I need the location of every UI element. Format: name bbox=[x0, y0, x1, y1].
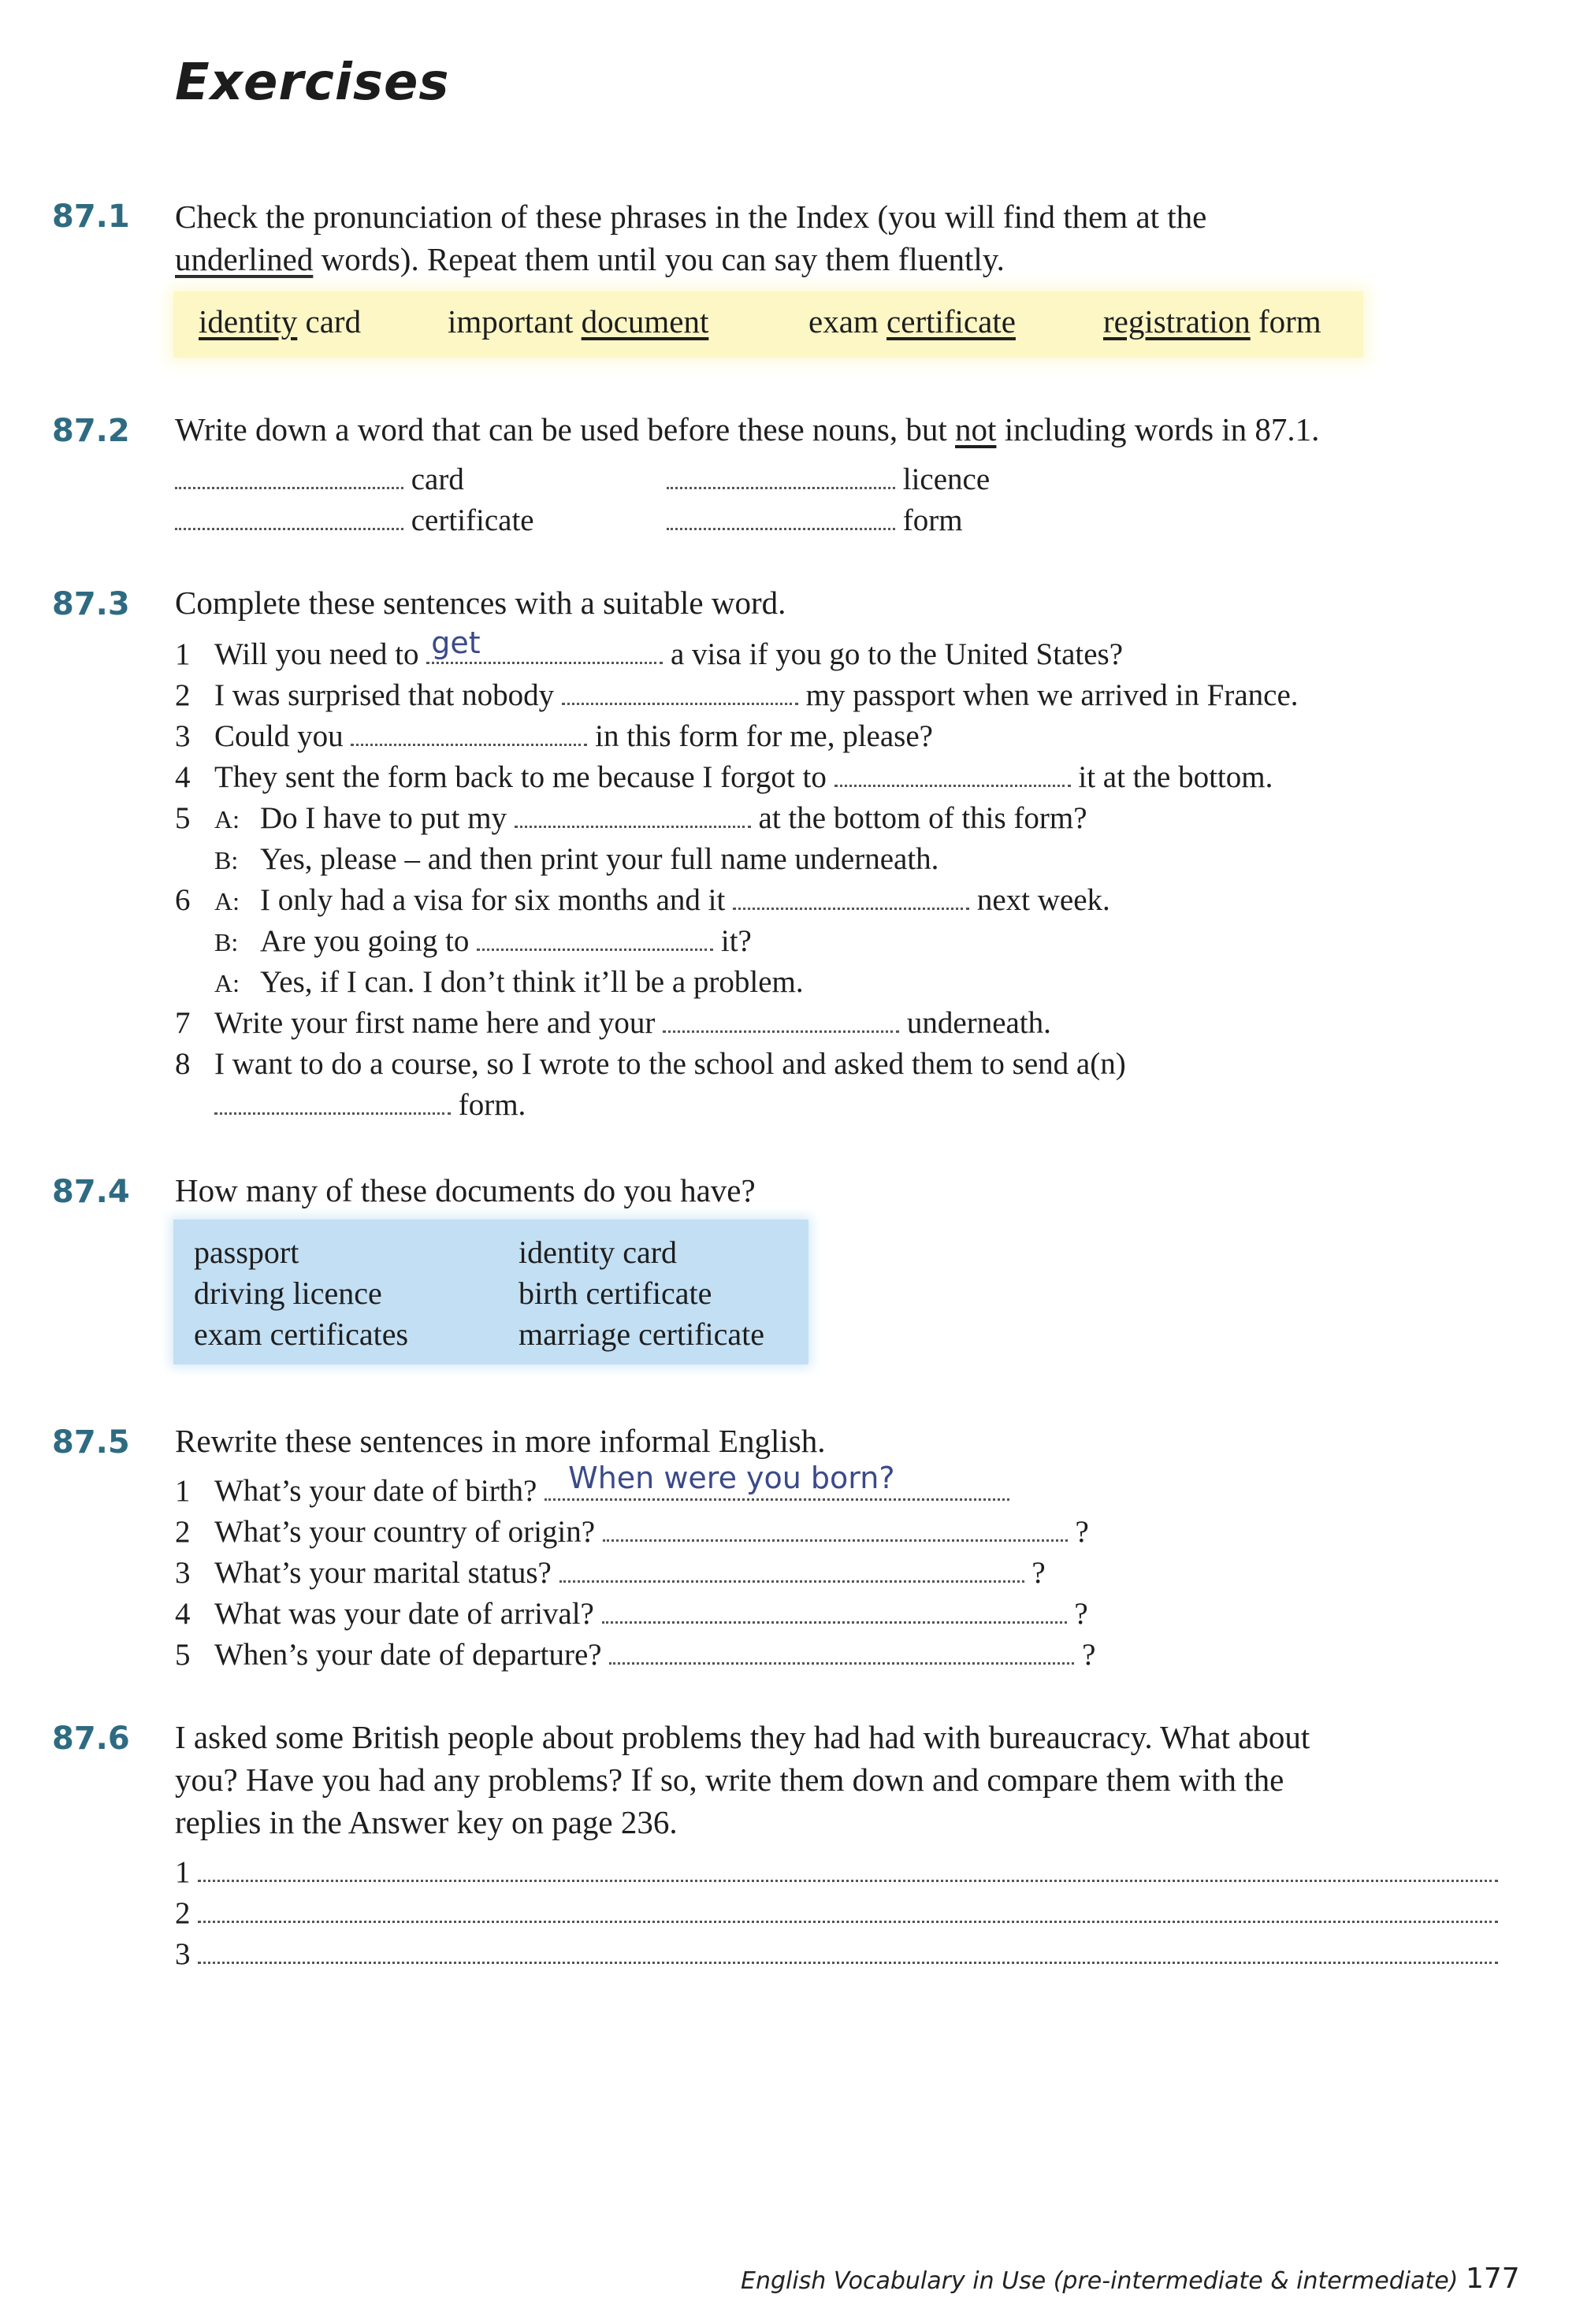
exercise-number: 87.4 bbox=[52, 1174, 130, 1210]
item-number: 5 bbox=[175, 1638, 191, 1672]
sentence bbox=[214, 1005, 1051, 1041]
speaker-label: A: bbox=[214, 805, 240, 833]
question-text: What’s your marital status? bbox=[214, 1556, 559, 1590]
instruction-line: Check the pronunciation of these phrases in the Index (you will find them at the bbox=[175, 199, 1207, 235]
speaker-label: B: bbox=[214, 846, 239, 874]
sentence-text: at the bottom of this form? bbox=[750, 801, 1087, 835]
instruction-line: I asked some British people about problems they had had with bureaucracy. What about bbox=[175, 1719, 1310, 1755]
sentence-text: Write your first name here and your bbox=[214, 1006, 663, 1040]
exercise-number: 87.2 bbox=[52, 413, 130, 449]
sentence-number: 3 bbox=[175, 719, 191, 753]
sentence-text: it? bbox=[713, 924, 752, 958]
sentence-number: 2 bbox=[175, 678, 191, 712]
blank-line bbox=[175, 462, 464, 497]
answer-blank[interactable] bbox=[426, 626, 663, 664]
sentence-number: 8 bbox=[175, 1047, 191, 1081]
answer-blank[interactable] bbox=[602, 1599, 1067, 1624]
answer-blank[interactable] bbox=[477, 926, 713, 951]
sentence-text: I only had a visa for six months and it bbox=[260, 883, 734, 917]
line-number: 2 bbox=[175, 1896, 191, 1930]
exercise-instruction: How many of these documents do you have? bbox=[175, 1172, 756, 1208]
document-item: driving licence bbox=[194, 1275, 382, 1311]
noun-label: form bbox=[902, 503, 963, 537]
phrase-underlined: registration bbox=[1103, 303, 1251, 340]
answer-blank[interactable] bbox=[214, 1090, 451, 1115]
sentence-number: 5 bbox=[175, 801, 191, 835]
book-title-footer: English Vocabulary in Use (pre-intermediate & intermediate) bbox=[741, 2267, 1459, 2295]
answer-blank[interactable] bbox=[198, 1858, 1498, 1882]
instruction-line: replies in the Answer key on page 236. bbox=[175, 1804, 678, 1840]
sentence-text: Could you bbox=[214, 719, 351, 753]
question-text: What’s your country of origin? bbox=[214, 1515, 603, 1549]
line-number: 3 bbox=[175, 1937, 191, 1971]
noun-label: licence bbox=[902, 462, 991, 496]
answer-blank[interactable] bbox=[733, 885, 969, 910]
sentence-number: 1 bbox=[175, 637, 191, 671]
noun-label: card bbox=[411, 462, 464, 496]
blank-line bbox=[175, 503, 534, 538]
phrase-text: important bbox=[448, 303, 582, 340]
answer-blank[interactable] bbox=[198, 1899, 1498, 1923]
sentence-text: in this form for me, please? bbox=[587, 719, 933, 753]
instruction-text: including words in 87.1. bbox=[996, 411, 1320, 447]
phrase-text: form bbox=[1250, 303, 1321, 340]
speaker-label: B: bbox=[214, 928, 239, 956]
answer-blank[interactable] bbox=[198, 1940, 1498, 1964]
answer-blank[interactable] bbox=[559, 1558, 1024, 1583]
sentence-number: 4 bbox=[175, 760, 191, 794]
question bbox=[214, 1637, 1095, 1672]
exercise-instruction bbox=[175, 1716, 1515, 1843]
question-mark: ? bbox=[1075, 1515, 1089, 1549]
question-text: When’s your date of departure? bbox=[214, 1638, 610, 1672]
answer-blank[interactable] bbox=[834, 763, 1071, 787]
answer-blank[interactable] bbox=[609, 1640, 1074, 1665]
sentence bbox=[214, 626, 1124, 672]
question-mark: ? bbox=[1082, 1638, 1096, 1672]
exercise-number: 87.6 bbox=[52, 1721, 130, 1757]
phrase-underlined: identity bbox=[199, 303, 298, 340]
blank-line bbox=[667, 503, 963, 538]
question-mark: ? bbox=[1074, 1597, 1088, 1631]
item-number: 1 bbox=[175, 1474, 191, 1508]
instruction-text: words). Repeat them until you can say them fluently. bbox=[313, 241, 1005, 277]
sentence bbox=[260, 923, 752, 959]
speaker-label: A: bbox=[214, 969, 240, 997]
answer-blank[interactable] bbox=[545, 1461, 1009, 1501]
phrase-item bbox=[448, 303, 708, 340]
answer-blank[interactable] bbox=[663, 1008, 899, 1033]
sentence-text: my passport when we arrived in France. bbox=[797, 678, 1299, 712]
sentence-number: 7 bbox=[175, 1006, 191, 1040]
sentence-text: I want to do a course, so I wrote to the school and asked them to send a(n) bbox=[214, 1047, 1126, 1081]
exercise-instruction: Complete these sentences with a suitable word. bbox=[175, 585, 786, 621]
question-mark: ? bbox=[1031, 1556, 1046, 1590]
question bbox=[214, 1461, 1009, 1509]
answer-line bbox=[175, 1936, 1498, 1972]
question bbox=[214, 1514, 1089, 1550]
sentence-text: Yes, please – and then print your full name underneath. bbox=[260, 842, 939, 876]
phrase-item bbox=[808, 303, 1016, 340]
phrase-item bbox=[199, 303, 361, 340]
sentence-text: it at the bottom. bbox=[1070, 760, 1273, 794]
sentence bbox=[260, 882, 1110, 918]
sentence-text: underneath. bbox=[899, 1006, 1051, 1040]
sentence bbox=[214, 678, 1299, 713]
exercise-instruction: Rewrite these sentences in more informal English. bbox=[175, 1423, 826, 1459]
sentence-text: form. bbox=[451, 1088, 526, 1122]
exercise-number: 87.5 bbox=[52, 1424, 130, 1461]
underlined-word: not bbox=[955, 411, 997, 447]
blank-line bbox=[667, 462, 990, 497]
sentence-text: Will you need to bbox=[214, 637, 427, 671]
sentence-text: They sent the form back to me because I forgot to bbox=[214, 760, 834, 794]
answer-blank[interactable] bbox=[515, 804, 751, 828]
item-number: 4 bbox=[175, 1597, 191, 1631]
sentence-text: Do I have to put my bbox=[260, 801, 515, 835]
handwritten-answer: When were you born? bbox=[568, 1461, 895, 1495]
question-text: What’s your date of birth? bbox=[214, 1474, 545, 1508]
document-item: passport bbox=[194, 1234, 299, 1270]
page-number: 177 bbox=[1466, 2263, 1520, 2295]
sentence bbox=[214, 759, 1273, 795]
sentence-number: 6 bbox=[175, 883, 191, 917]
answer-blank[interactable] bbox=[667, 465, 895, 489]
answer-line bbox=[175, 1895, 1498, 1931]
document-item: identity card bbox=[519, 1234, 678, 1270]
phrase-text: exam bbox=[808, 303, 887, 340]
handwritten-answer: get bbox=[431, 626, 481, 660]
sentence-text: Are you going to bbox=[260, 924, 478, 958]
speaker-label: A: bbox=[214, 887, 240, 915]
sentence bbox=[214, 1087, 526, 1123]
item-number: 3 bbox=[175, 1556, 191, 1590]
answer-blank[interactable] bbox=[175, 465, 403, 489]
answer-blank[interactable] bbox=[175, 506, 403, 530]
question bbox=[214, 1596, 1088, 1632]
document-item: exam certificates bbox=[194, 1316, 409, 1352]
answer-blank[interactable] bbox=[667, 506, 895, 530]
item-number: 2 bbox=[175, 1515, 191, 1549]
sentence-text: next week. bbox=[969, 883, 1110, 917]
sentence-text: I was surprised that nobody bbox=[214, 678, 562, 712]
sentence-text: a visa if you go to the United States? bbox=[663, 637, 1124, 671]
sentence bbox=[260, 800, 1087, 836]
answer-line bbox=[175, 1854, 1498, 1890]
noun-label: certificate bbox=[411, 503, 534, 537]
exercise-instruction bbox=[175, 408, 1515, 451]
document-item: birth certificate bbox=[519, 1275, 712, 1311]
phrase-underlined: document bbox=[581, 303, 709, 340]
phrase-text: card bbox=[297, 303, 362, 340]
answer-blank[interactable] bbox=[603, 1517, 1068, 1542]
exercise-number: 87.1 bbox=[52, 199, 130, 235]
answer-blank[interactable] bbox=[351, 722, 587, 746]
page-title: Exercises bbox=[175, 54, 450, 112]
exercise-number: 87.3 bbox=[52, 586, 130, 622]
answer-blank[interactable] bbox=[562, 681, 798, 705]
underlined-word: underlined bbox=[175, 241, 314, 277]
phrase-item bbox=[1103, 303, 1321, 340]
sentence-text: Yes, if I can. I don’t think it’ll be a problem. bbox=[260, 965, 804, 999]
exercise-instruction bbox=[175, 195, 1515, 280]
sentence bbox=[214, 718, 933, 754]
question bbox=[214, 1555, 1046, 1591]
instruction-line bbox=[175, 238, 1515, 280]
document-item: marriage certificate bbox=[519, 1316, 764, 1352]
instruction-text: Write down a word that can be used before these nouns, but bbox=[175, 411, 956, 447]
phrase-underlined: certificate bbox=[886, 303, 1016, 340]
question-text: What was your date of arrival? bbox=[214, 1597, 602, 1631]
instruction-line: you? Have you had any problems? If so, write them down and compare them with the bbox=[175, 1762, 1284, 1798]
line-number: 1 bbox=[175, 1855, 191, 1889]
